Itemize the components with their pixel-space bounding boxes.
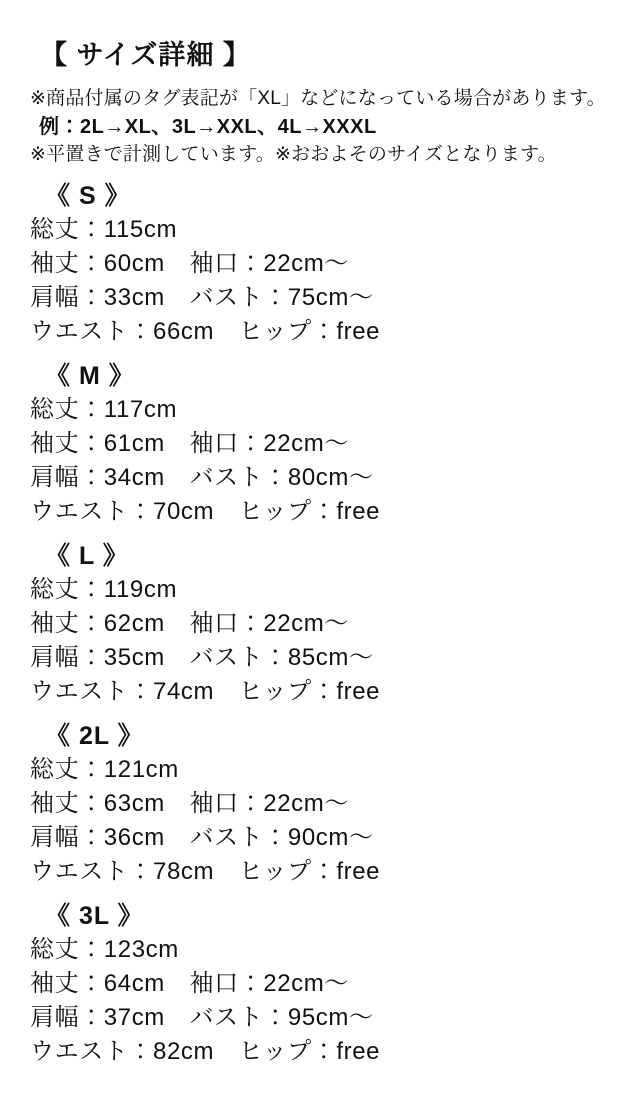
size-label-2l: 《 2L 》 — [45, 722, 144, 750]
measurement-line: 肩幅：36cm バスト：90cm～ — [30, 824, 374, 851]
measurement-line: 袖丈：63cm 袖口：22cm～ — [30, 790, 349, 817]
measurement-line: ウエスト：82cm ヒップ：free — [30, 1038, 381, 1065]
measurement-line: 総丈：119cm — [30, 576, 178, 603]
size-label-l: 《 L 》 — [45, 542, 129, 570]
measurement-line: 肩幅：34cm バスト：80cm～ — [30, 464, 374, 491]
measurement-line: 肩幅：37cm バスト：95cm～ — [30, 1004, 374, 1031]
measurement-line: ウエスト：66cm ヒップ：free — [30, 318, 381, 345]
size-section-m — [30, 359, 622, 529]
measurement-line: ウエスト：78cm ヒップ：free — [30, 858, 381, 885]
note-tag-label: ※商品付属のタグ表記が「XL」などになっている場合があります。 — [30, 88, 606, 109]
size-section-l — [30, 539, 622, 709]
measurement-line: ウエスト：70cm ヒップ：free — [30, 498, 381, 525]
page-title: 【 サイズ詳細 】 — [40, 40, 251, 70]
measurement-line: 袖丈：62cm 袖口：22cm～ — [30, 610, 349, 637]
measurement-line: 袖丈：64cm 袖口：22cm～ — [30, 970, 349, 997]
note-tag-example: 例：2L→XL、3L→XXL、4L→XXXL — [39, 116, 377, 138]
measurement-line: 総丈：117cm — [30, 396, 178, 423]
measurement-line: 総丈：123cm — [30, 936, 179, 963]
size-label-3l: 《 3L 》 — [45, 902, 144, 930]
size-label-s: 《 S 》 — [45, 182, 131, 210]
note-measurement-method: ※平置きで計測しています。※おおよそのサイズとなります。 — [30, 144, 557, 165]
measurement-line: 総丈：121cm — [30, 756, 179, 783]
size-label-m: 《 M 》 — [45, 362, 135, 390]
measurement-line: 肩幅：35cm バスト：85cm～ — [30, 644, 374, 671]
notes-block — [30, 85, 622, 169]
measurement-line: 総丈：115cm — [30, 216, 178, 243]
size-section-s — [30, 179, 622, 349]
measurement-line: 袖丈：61cm 袖口：22cm～ — [30, 430, 349, 457]
size-section-3l — [30, 899, 622, 1069]
measurement-line: 肩幅：33cm バスト：75cm～ — [30, 284, 374, 311]
measurement-line: 袖丈：60cm 袖口：22cm～ — [30, 250, 349, 277]
size-section-2l — [30, 719, 622, 889]
measurement-line: ウエスト：74cm ヒップ：free — [30, 678, 381, 705]
